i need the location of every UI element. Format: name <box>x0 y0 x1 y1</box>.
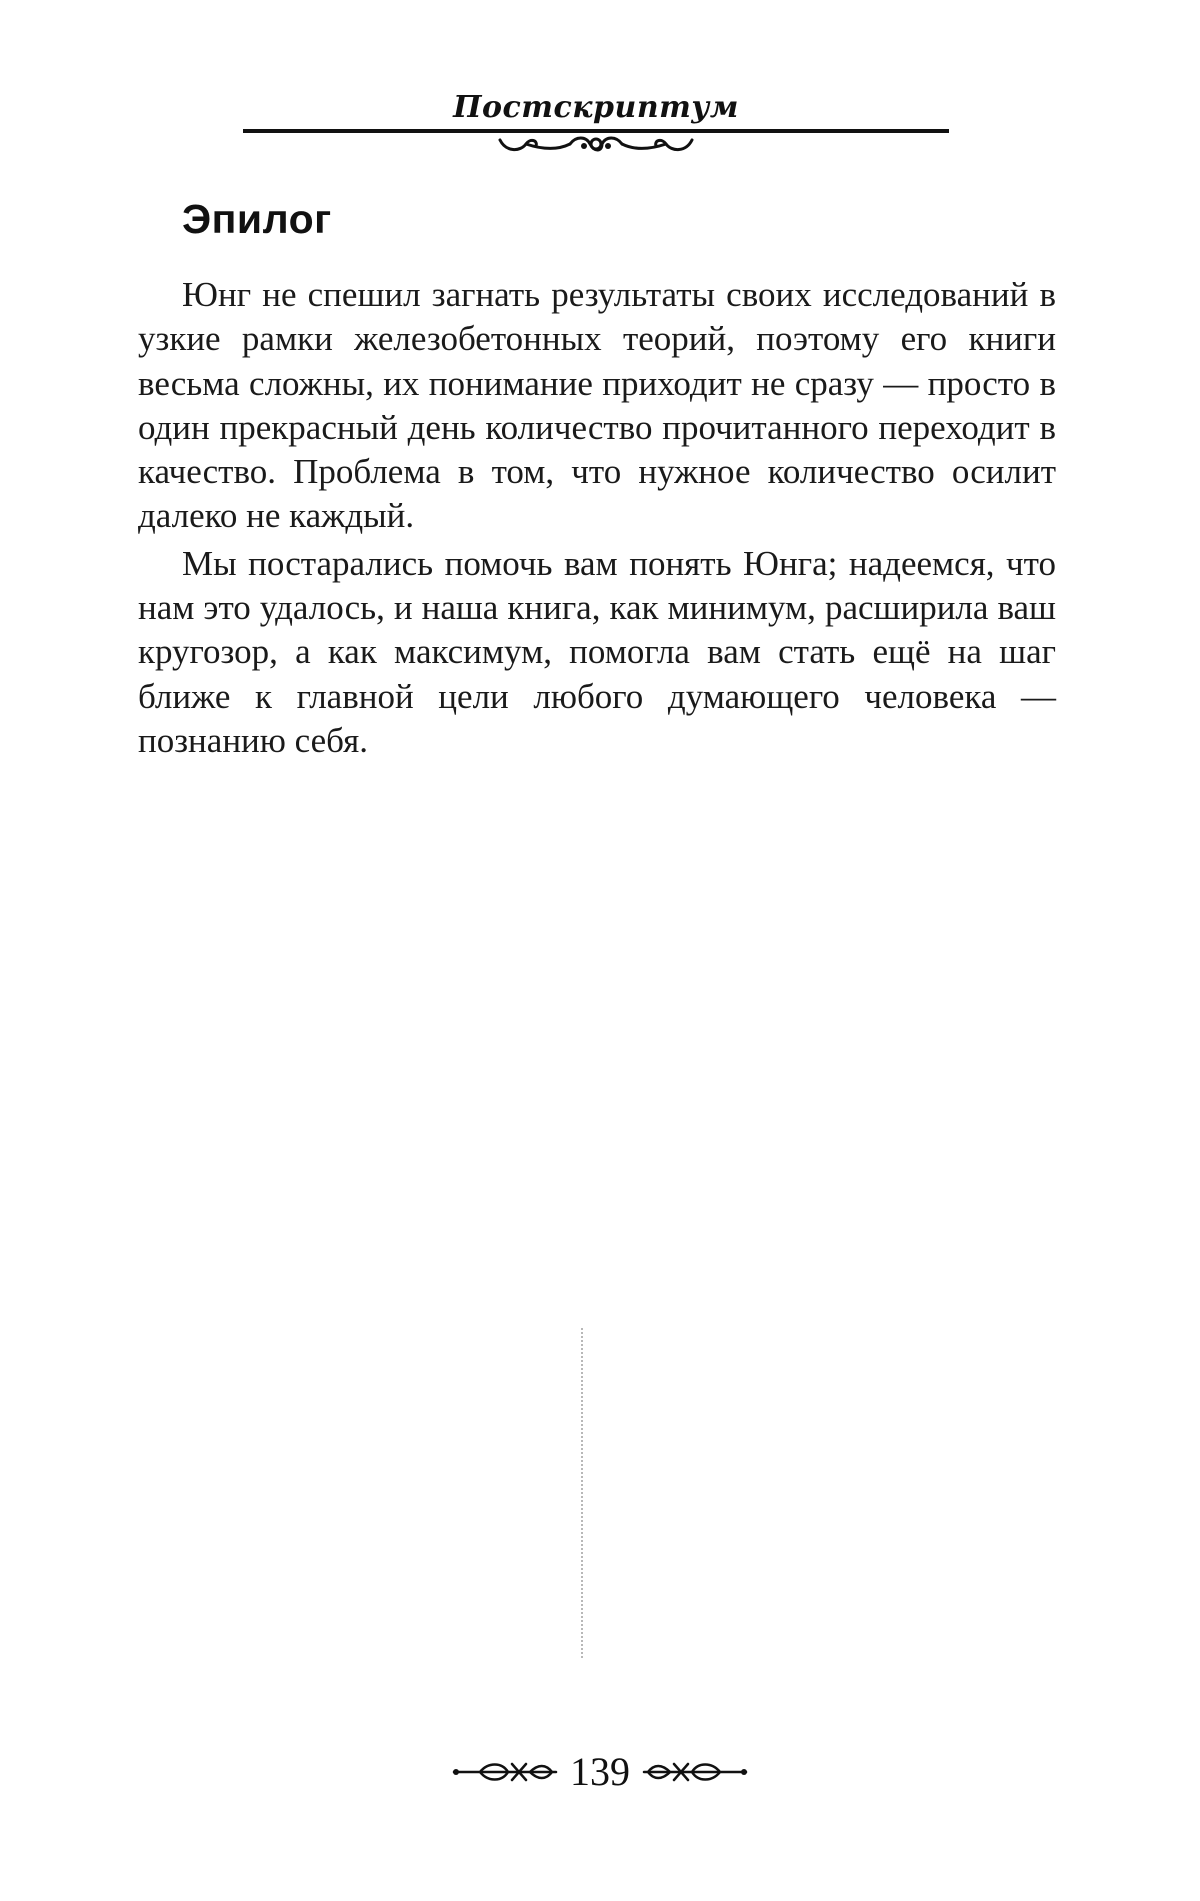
section-heading: Эпилог <box>182 196 332 242</box>
running-head <box>243 88 949 168</box>
running-head-title: Постскриптум <box>453 90 739 125</box>
paragraph: Мы постарались помочь вам понять Юнга; надеемся, что нам это удалось, и наша книга, как минимум, расширила ваш кругозор, а как максимум, помогла вам стать ещё на шаг ближе к главной цели любого думающего человека — познанию себя. <box>138 543 1056 760</box>
page-number: 139 <box>570 1749 630 1794</box>
folio <box>450 1748 750 1798</box>
folio-flourish-icon <box>640 1758 750 1786</box>
body-text <box>138 273 1056 763</box>
scroll-ornament-icon <box>496 132 696 162</box>
scan-artifact-line <box>581 1328 583 1658</box>
paragraph: Юнг не спешил загнать результаты своих исследований в узкие рамки железобетонных теорий, поэтому его книги весьма сложны, их понимание приходит не сразу — просто в один прекрасный день количество прочитанного переходит в качество. Проблема в том, что нужное количество осилит далеко не каждый. <box>138 275 1056 536</box>
